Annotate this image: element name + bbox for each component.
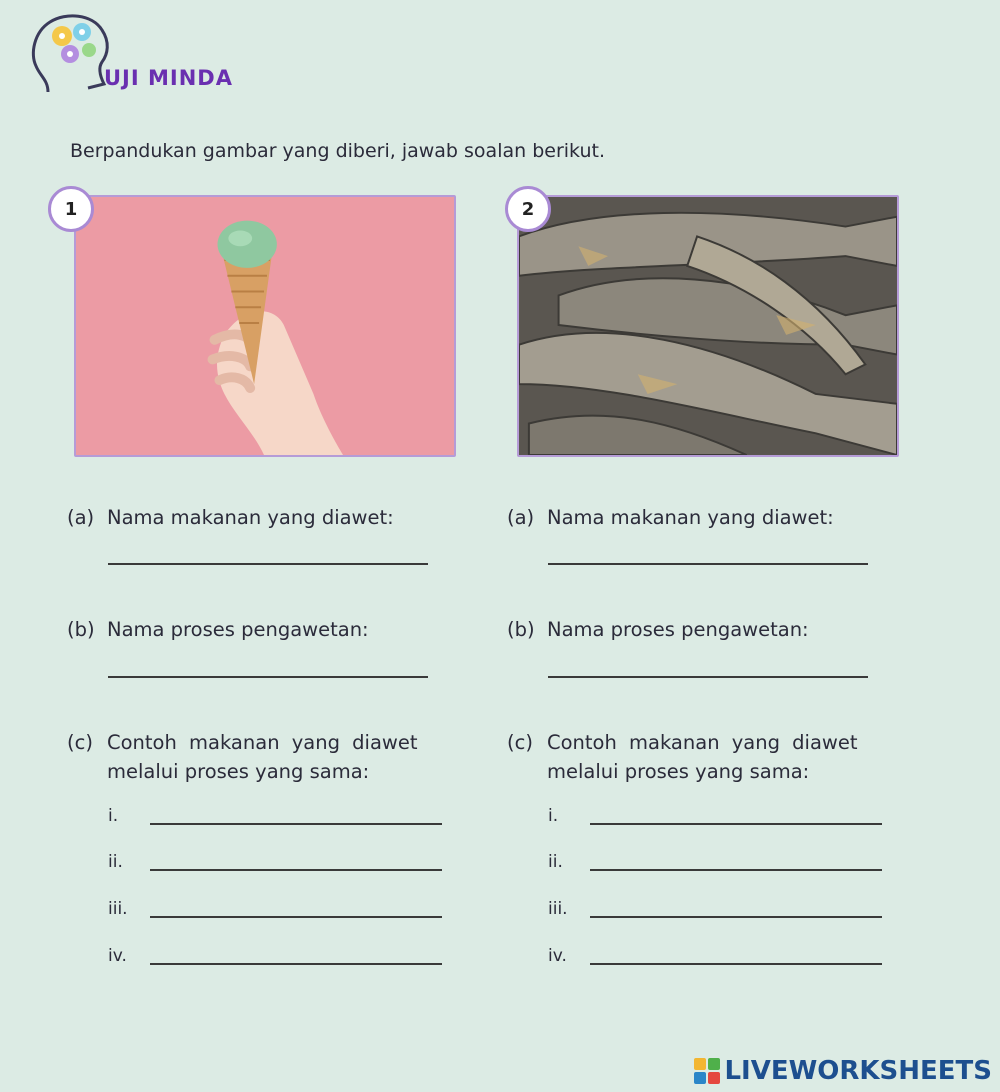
question-b-2: (b) Nama proses pengawetan:	[507, 618, 809, 641]
brain-head-logo-icon	[26, 6, 126, 106]
answer-line-c4-2[interactable]	[590, 963, 882, 965]
question-c-2: (c) Contoh makanan yang diawet melalui proses yang sama:	[507, 731, 858, 783]
ice-cream-photo	[74, 195, 456, 457]
dried-fish-photo	[517, 195, 899, 457]
instruction-text: Berpandukan gambar yang diberi, jawab soalan berikut.	[70, 140, 605, 162]
liveworksheets-brand[interactable]	[694, 1056, 992, 1086]
answer-line-a-2[interactable]	[548, 563, 868, 565]
answer-line-b-2[interactable]	[548, 676, 868, 678]
item-label: iv.	[548, 946, 567, 966]
item-label: ii.	[108, 852, 123, 872]
question-a-1: (a) Nama makanan yang diawet:	[67, 506, 394, 529]
answer-line-a-1[interactable]	[108, 563, 428, 565]
question-a-2: (a) Nama makanan yang diawet:	[507, 506, 834, 529]
item-label: iii.	[108, 899, 128, 919]
item-label: iii.	[548, 899, 568, 919]
section-title: UJI MINDA	[104, 66, 233, 90]
answer-line-c4-1[interactable]	[150, 963, 442, 965]
answer-line-c1-2[interactable]	[590, 823, 882, 825]
question-c-1: (c) Contoh makanan yang diawet melalui proses yang sama:	[67, 731, 418, 783]
liveworksheets-logo-icon	[694, 1058, 720, 1084]
answer-line-b-1[interactable]	[108, 676, 428, 678]
answer-line-c3-1[interactable]	[150, 916, 442, 918]
item-label: iv.	[108, 946, 127, 966]
answer-line-c2-2[interactable]	[590, 869, 882, 871]
answer-line-c2-1[interactable]	[150, 869, 442, 871]
item-label: i.	[108, 806, 119, 826]
answer-line-c3-2[interactable]	[590, 916, 882, 918]
item-label: i.	[548, 806, 559, 826]
question-b-1: (b) Nama proses pengawetan:	[67, 618, 369, 641]
item-label: ii.	[548, 852, 563, 872]
number-badge-2: 2	[505, 186, 551, 232]
number-badge-1: 1	[48, 186, 94, 232]
brand-text: LIVEWORKSHEETS	[724, 1056, 992, 1086]
answer-line-c1-1[interactable]	[150, 823, 442, 825]
